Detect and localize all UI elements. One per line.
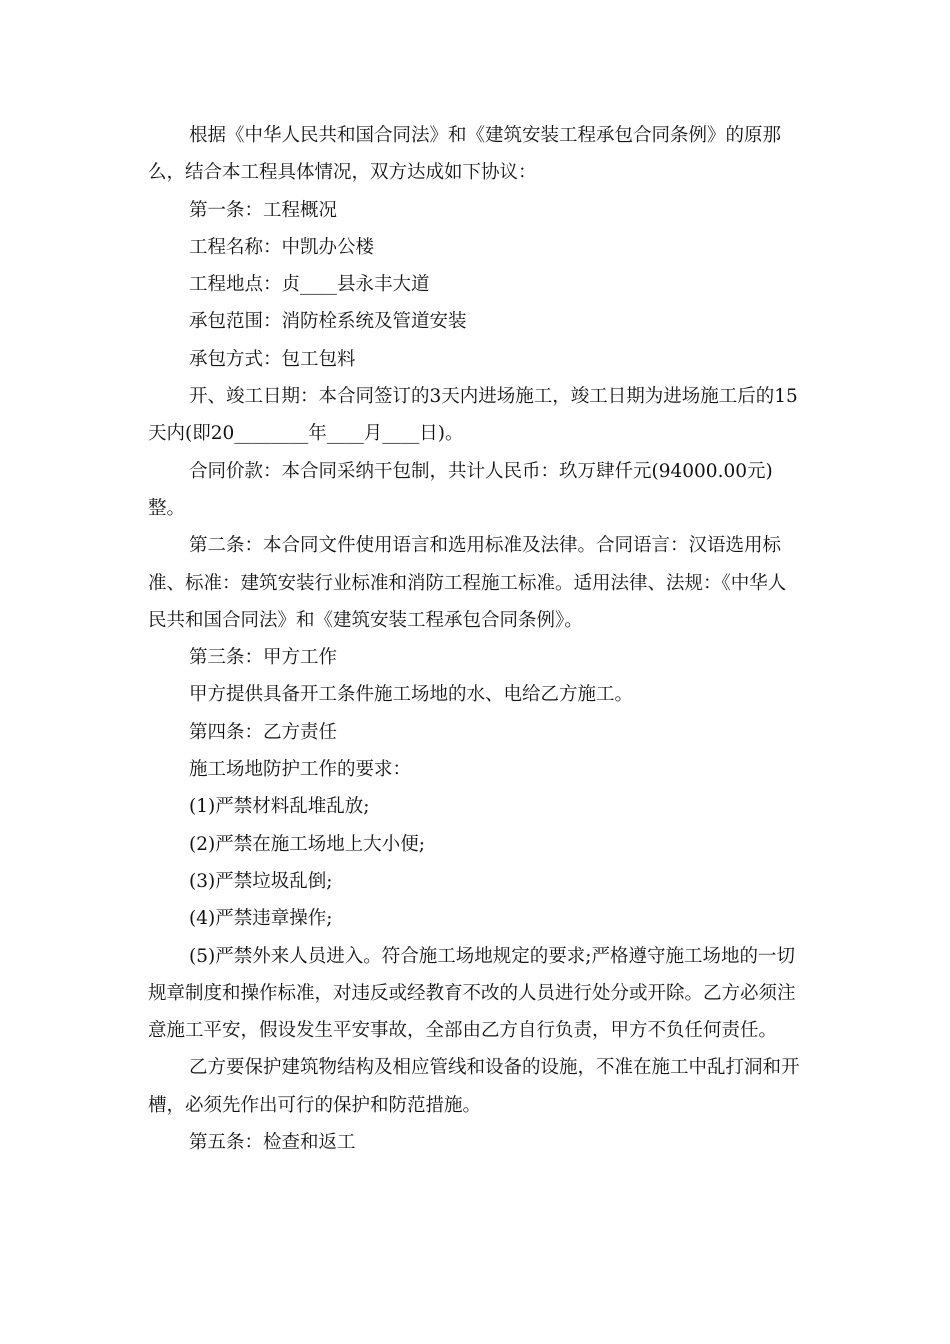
paragraph-contract-price: 合同价款：本合同采纳干包制，共计人民币：玖万肆仟元(94000.00元)整。 — [148, 460, 773, 519]
paragraph-site-protection: 施工场地防护工作的要求： — [189, 759, 412, 781]
paragraph-project-name: 工程名称：中凯办公楼 — [189, 236, 375, 258]
paragraph-preamble: 根据《中华人民共和国合同法》和《建筑安装工程承包合同条例》的原那么，结合本工程具体情况，双方达成如下协议： — [148, 125, 782, 184]
paragraph-structure-protection: 乙方要保护建筑物结构及相应管线和设备的设施，不准在施工中乱打洞和开槽，必须先作出可行的保护和防范措施。 — [148, 1057, 800, 1116]
heading-article-4: 第四条：乙方责任 — [189, 721, 338, 743]
paragraph-contract-method: 承包方式：包工包料 — [189, 348, 356, 370]
heading-article-3: 第三条：甲方工作 — [189, 647, 338, 669]
heading-article-5: 第五条：检查和返工 — [189, 1132, 356, 1154]
heading-article-1: 第一条：工程概况 — [189, 199, 338, 221]
paragraph-party-a-work: 甲方提供具备开工条件施工场地的水、电给乙方施工。 — [189, 684, 634, 706]
paragraph-article-2: 第二条：本合同文件使用语言和选用标准及法律。合同语言：汉语选用标准、标准：建筑安装行业标准和消防工程施工标准。适用法律、法规：《中华人民共和国合同法》和《建筑安装工程承包合同条例》。 — [148, 535, 787, 631]
list-item-2: (2)严禁在施工场地上大小便; — [189, 833, 425, 855]
paragraph-project-location: 工程地点：贞____县永丰大道 — [189, 274, 430, 296]
list-item-1: (1)严禁材料乱堆乱放; — [189, 796, 370, 818]
list-item-4: (4)严禁违章操作; — [189, 908, 333, 930]
paragraph-contract-scope: 承包范围：消防栓系统及管道安装 — [189, 311, 467, 333]
contract-body — [148, 117, 803, 1161]
list-item-3: (3)严禁垃圾乱倒; — [189, 870, 333, 892]
paragraph-schedule: 开、竣工日期：本合同签订的3天内进场施工，竣工日期为进场施工后的15天内(即20________年____月____日)。 — [148, 386, 798, 445]
list-item-5: (5)严禁外来人员进入。符合施工场地规定的要求;严格遵守施工场地的一切规章制度和操作标准，对违反或经教育不改的人员进行处分或开除。乙方必须注意施工平安，假设发生平安事故，全部由乙方自行负责，甲方不负任何责任。 — [148, 945, 796, 1042]
